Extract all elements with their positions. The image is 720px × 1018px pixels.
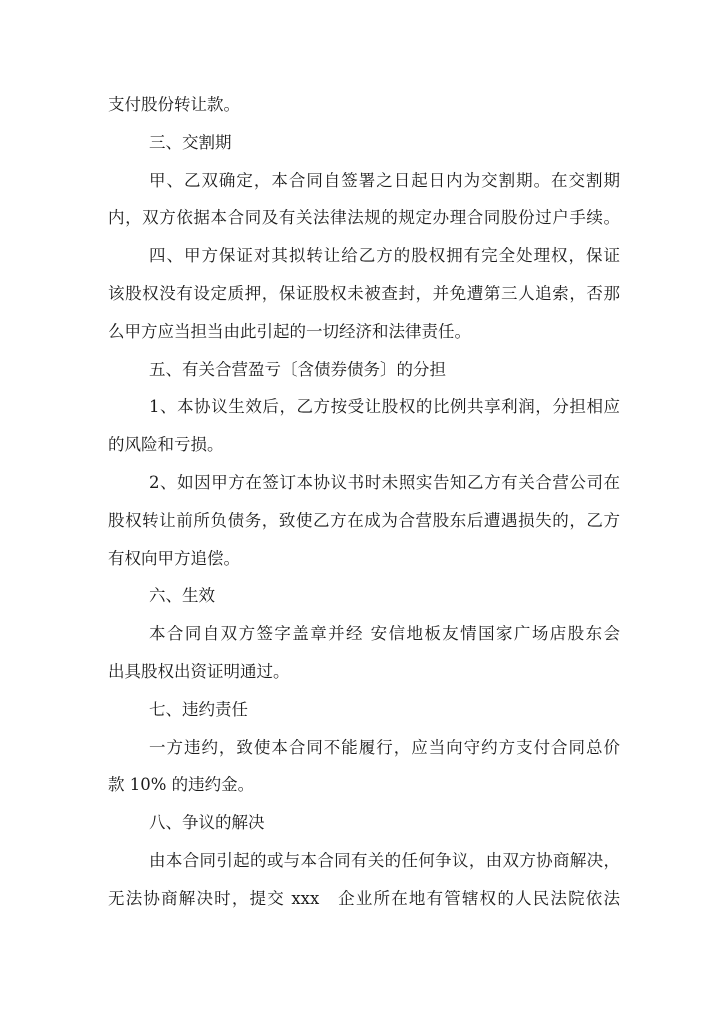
text-line: 八、争议的解决: [149, 813, 265, 833]
text-line: 六、生效: [149, 586, 215, 606]
text-line: 支付股份转让款。: [108, 95, 240, 114]
text-line: 无法协商解决时，提交 xxx 企业所在地有管辖权的人民法院依法: [108, 888, 620, 908]
text-line: 内，双方依据本合同及有关法律法规的规定办理合同股份过户手续。: [108, 208, 620, 228]
text-line: 股权转让前所负债务，致使乙方在成为合营股东后遭遇损失的，乙方: [108, 510, 620, 530]
text-line: 本合同自双方签字盖章并经 安信地板友情国家广场店股东会: [149, 624, 620, 644]
text-line: 七、违约责任: [149, 699, 248, 719]
text-line: 该股权没有设定质押，保证股权未被查封，并免遭第三人追索，否那: [108, 283, 620, 303]
text-line: 四、甲方保证对其拟转让给乙方的股权拥有完全处理权，保证: [149, 246, 620, 266]
text-line: 五、有关合营盈亏〔含债券债务〕的分担: [149, 359, 446, 379]
text-line: 出具股权出资证明通过。: [108, 661, 290, 681]
text-line: 由本合同引起的或与本合同有关的任何争议，由双方协商解决，: [149, 850, 620, 870]
text-line: 的风险和亏损。: [108, 435, 224, 455]
text-line: 么甲方应当担当由此引起的一切经济和法律责任。: [108, 321, 471, 341]
text-line: 有权向甲方追偿。: [108, 548, 240, 568]
text-line: 三、交割期: [149, 132, 232, 152]
text-line: 甲、乙双确定，本合同自签署之日起日内为交割期。在交割期: [149, 170, 620, 190]
text-line: 2、如因甲方在签订本协议书时未照实告知乙方有关合营公司在: [149, 472, 620, 492]
text-line: 款 10% 的违约金。: [108, 775, 255, 795]
document-body: [108, 86, 620, 918]
text-line: 一方违约，致使本合同不能履行，应当向守约方支付合同总价: [149, 737, 620, 757]
text-line: 1、本协议生效后，乙方按受让股权的比例共享利润，分担相应: [149, 397, 620, 417]
